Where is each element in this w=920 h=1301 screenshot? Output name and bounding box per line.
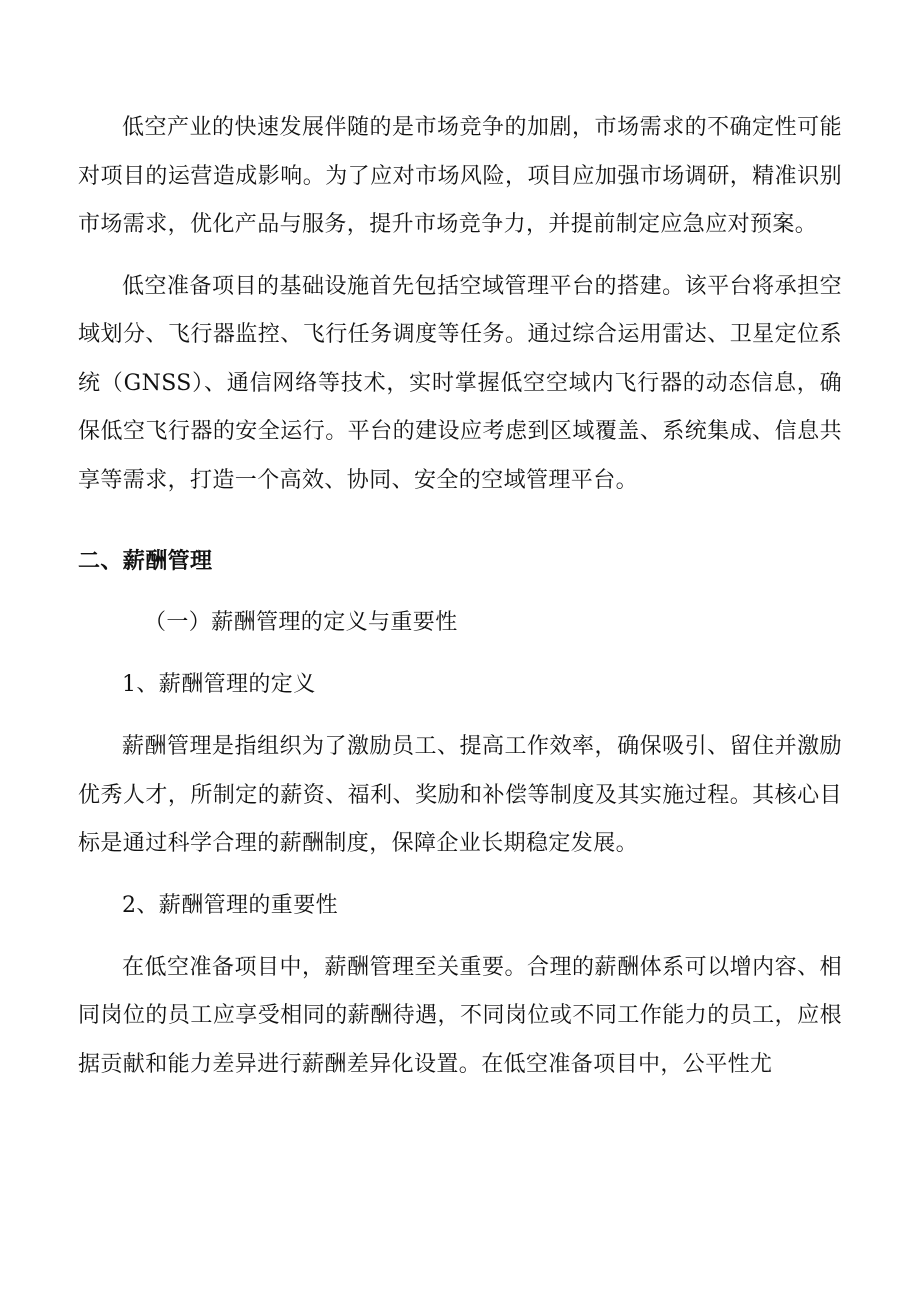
- section-heading: 二、薪酬管理: [78, 548, 213, 574]
- paragraph-importance: 在低空准备项目中，薪酬管理至关重要。合理的薪酬体系可以增内容、相同岗位的员工应享受相同的薪酬待遇，不同岗位或不同工作能力的员工，应根据贡献和能力差异进行薪酬差异化设置。在低空准备项目中，公平性尤: [78, 954, 842, 1077]
- item-heading-importance: 2、薪酬管理的重要性: [122, 892, 338, 918]
- subsection-heading: （一）薪酬管理的定义与重要性: [144, 610, 458, 635]
- item-heading-definition: 1、薪酬管理的定义: [122, 672, 316, 697]
- paragraph-definition: 薪酬管理是指组织为了激励员工、提高工作效率，确保吸引、留住并激励优秀人才，所制定的薪资、福利、奖励和补偿等制度及其实施过程。其核心目标是通过科学合理的薪酬制度，保障企业长期稳定发展。: [78, 734, 842, 856]
- paragraph-airspace-platform: 低空准备项目的基础设施首先包括空域管理平台的搭建。该平台将承担空域划分、飞行器监控、飞行任务调度等任务。通过综合运用雷达、卫星定位系统（GNSS）、通信网络等技术，实时掌握低空空域内飞行器的动态信息，确保低空飞行器的安全运行。平台的建设应考虑到区域覆盖、系统集成、信息共享等需求，打造一个高效、协同、安全的空域管理平台。: [78, 273, 842, 493]
- document-body: [78, 104, 842, 1102]
- paragraph-market-risk: 低空产业的快速发展伴随的是市场竞争的加剧，市场需求的不确定性可能对项目的运营造成影响。为了应对市场风险，项目应加强市场调研，精准识别市场需求，优化产品与服务，提升市场竞争力，并提前制定应急应对预案。: [78, 115, 842, 237]
